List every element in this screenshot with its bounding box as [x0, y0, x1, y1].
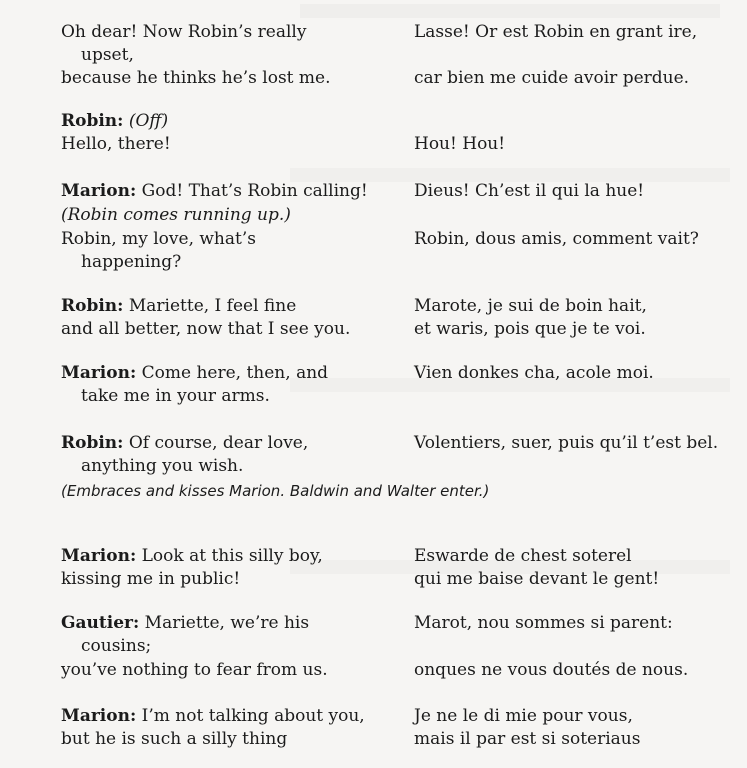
- speaker-line: Marion: God! That’s Robin calling!: [61, 181, 368, 201]
- english-line: Robin, my love, what’s: [61, 229, 256, 249]
- english-line: upset,: [81, 45, 134, 65]
- stage-direction: (Robin comes running up.): [61, 205, 291, 225]
- speaker-name: Marion:: [61, 363, 137, 383]
- english-line: because he thinks he’s lost me.: [61, 68, 331, 88]
- french-line: Eswarde de chest soterel: [414, 546, 632, 566]
- speaker-line: [61, 110, 168, 132]
- speaker-name: Robin:: [61, 296, 124, 316]
- french-line: Volentiers, suer, puis qu’il t’est bel.: [414, 433, 719, 453]
- speaker-name: Robin:: [61, 433, 124, 453]
- french-line: Marot, nou sommes si parent:: [414, 613, 673, 633]
- french-line: Dieus! Ch’est il qui la hue!: [414, 181, 645, 201]
- french-line: et waris, pois que je te voi.: [414, 319, 646, 339]
- english-line: kissing me in public!: [61, 569, 241, 589]
- french-line: Je ne le di mie pour vous,: [414, 706, 633, 726]
- french-line: Lasse! Or est Robin en grant ire,: [414, 22, 698, 42]
- french-line: Hou! Hou!: [414, 134, 506, 154]
- french-line: Vien donkes cha, acole moi.: [414, 363, 654, 383]
- english-line: happening?: [81, 252, 182, 272]
- speaker-line: Robin: Of course, dear love,: [61, 433, 309, 453]
- english-line: you’ve nothing to fear from us.: [61, 660, 328, 680]
- french-line: Robin, dous amis, comment vait?: [414, 229, 699, 249]
- speaker-name: Gautier:: [61, 613, 140, 633]
- speaker-line: Robin: Mariette, I feel fine: [61, 296, 297, 316]
- speaker-line: Gautier: Mariette, we’re his: [61, 613, 310, 633]
- speaker-line: Marion: Come here, then, and: [61, 363, 329, 383]
- speaker-line: Marion: Look at this silly boy,: [61, 546, 323, 566]
- bleed-through-shade: [300, 4, 720, 18]
- english-line: anything you wish.: [81, 456, 244, 476]
- french-line: qui me baise devant le gent!: [414, 569, 660, 589]
- speaker-name: Marion:: [61, 706, 137, 726]
- english-line: cousins;: [81, 636, 152, 656]
- english-line: Oh dear! Now Robin’s really: [61, 22, 307, 42]
- english-line: Hello, there!: [61, 134, 171, 154]
- speaker-name: Robin:: [61, 111, 124, 131]
- french-line: Marote, je sui de boin hait,: [414, 296, 647, 316]
- french-line: onques ne vous doutés de nous.: [414, 660, 689, 680]
- speaker-name: Marion:: [61, 546, 137, 566]
- stage-direction-inline: (Off): [128, 111, 169, 131]
- english-line: take me in your arms.: [81, 386, 270, 406]
- stage-direction: (Embraces and kisses Marion. Baldwin and Walter enter.): [61, 482, 490, 500]
- speaker-line: Marion: I’m not talking about you,: [61, 706, 365, 726]
- english-line: but he is such a silly thing: [61, 729, 288, 749]
- french-line: mais il par est si soteriaus: [414, 729, 641, 749]
- english-line: and all better, now that I see you.: [61, 319, 351, 339]
- french-line: car bien me cuide avoir perdue.: [414, 68, 690, 88]
- speaker-name: Marion:: [61, 181, 137, 201]
